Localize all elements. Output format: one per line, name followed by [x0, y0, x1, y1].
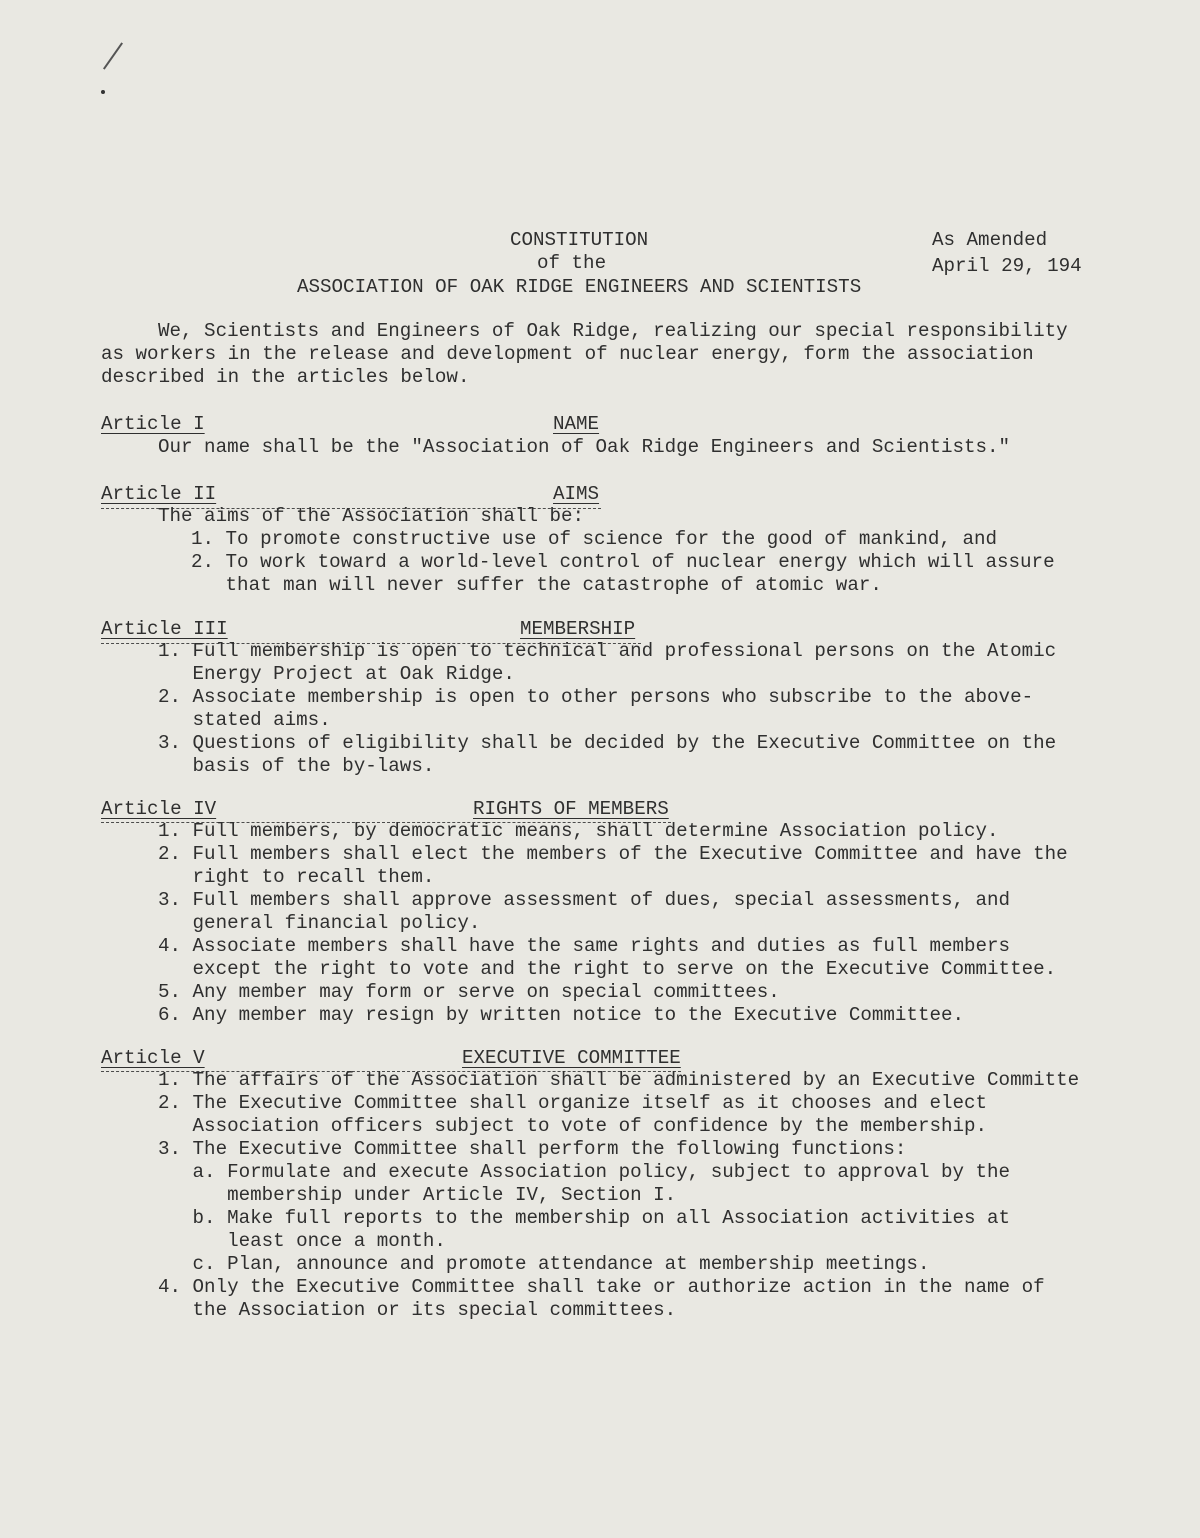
article-text: right to recall them. — [158, 866, 435, 888]
article-text: Association officers subject to vote of confidence by the membership. — [158, 1115, 988, 1137]
article-text: 2. Associate membership is open to other persons who subscribe to the above- — [158, 686, 1034, 708]
ink-dot — [101, 90, 105, 94]
article-text: except the right to vote and the right to serve on the Executive Committee. — [158, 958, 1057, 980]
article-text: basis of the by-laws. — [158, 755, 435, 777]
article-heading: NAME — [553, 413, 600, 435]
article-heading: RIGHTS OF MEMBERS — [473, 798, 669, 820]
article-label: Article IV — [101, 798, 217, 820]
article-text: 3. Full members shall approve assessment of dues, special assessments, and — [158, 889, 1011, 911]
article-text: 5. Any member may form or serve on special committees. — [158, 981, 780, 1003]
article-heading: EXECUTIVE COMMITTEE — [462, 1047, 681, 1069]
article-heading: MEMBERSHIP — [520, 618, 636, 640]
preamble-line: We, Scientists and Engineers of Oak Ridge, realizing our special responsibility — [158, 320, 1068, 342]
article-text: Energy Project at Oak Ridge. — [158, 663, 515, 685]
article-text: 1. To promote constructive use of science for the good of mankind, and — [191, 528, 998, 550]
article-text: 1. Full membership is open to technical and professional persons on the Atomic — [158, 640, 1057, 662]
article-text: 3. Questions of eligibility shall be decided by the Executive Committee on the — [158, 732, 1057, 754]
article-text: 2. The Executive Committee shall organize itself as it chooses and elect — [158, 1092, 988, 1114]
article-text: b. Make full reports to the membership on all Association activities at — [158, 1207, 1011, 1229]
article-text: stated aims. — [158, 709, 331, 731]
title-constitution: CONSTITUTION — [510, 229, 649, 251]
article-text: 3. The Executive Committee shall perform the following functions: — [158, 1138, 907, 1160]
article-text: 6. Any member may resign by written notice to the Executive Committee. — [158, 1004, 965, 1026]
article-heading: AIMS — [553, 483, 600, 505]
preamble-line: as workers in the release and development of nuclear energy, form the association — [101, 343, 1034, 365]
article-text: general financial policy. — [158, 912, 481, 934]
article-text: c. Plan, announce and promote attendance at membership meetings. — [158, 1253, 930, 1275]
article-label: Article I — [101, 413, 205, 435]
article-text: 1. Full members, by democratic means, shall determine Association policy. — [158, 820, 999, 842]
article-text: 1. The affairs of the Association shall be administered by an Executive Committe — [158, 1069, 1080, 1091]
article-text: 2. To work toward a world-level control of nuclear energy which will assure — [191, 551, 1055, 573]
amended-label: As Amended — [932, 229, 1048, 251]
article-label: Article II — [101, 483, 217, 505]
article-text: membership under Article IV, Section I. — [158, 1184, 677, 1206]
preamble-line: described in the articles below. — [101, 366, 470, 388]
article-text: that man will never suffer the catastrophe of atomic war. — [191, 574, 882, 596]
article-text: The aims of the Association shall be: — [158, 505, 585, 527]
article-label: Article V — [101, 1047, 205, 1069]
article-text: 2. Full members shall elect the members of the Executive Committee and have the — [158, 843, 1068, 865]
article-text: 4. Associate members shall have the same rights and duties as full members — [158, 935, 1011, 957]
title-of-the: of the — [537, 252, 607, 274]
pen-mark — [103, 42, 123, 69]
article-text: the Association or its special committees. — [158, 1299, 677, 1321]
title-association: ASSOCIATION OF OAK RIDGE ENGINEERS AND SCIENTISTS — [297, 276, 862, 298]
article-text: Our name shall be the "Association of Oak Ridge Engineers and Scientists." — [158, 436, 1011, 458]
article-label: Article III — [101, 618, 228, 640]
article-text: a. Formulate and execute Association policy, subject to approval by the — [158, 1161, 1011, 1183]
amended-date: April 29, 194 — [932, 255, 1082, 277]
article-text: least once a month. — [158, 1230, 446, 1252]
article-text: 4. Only the Executive Committee shall take or authorize action in the name of — [158, 1276, 1045, 1298]
